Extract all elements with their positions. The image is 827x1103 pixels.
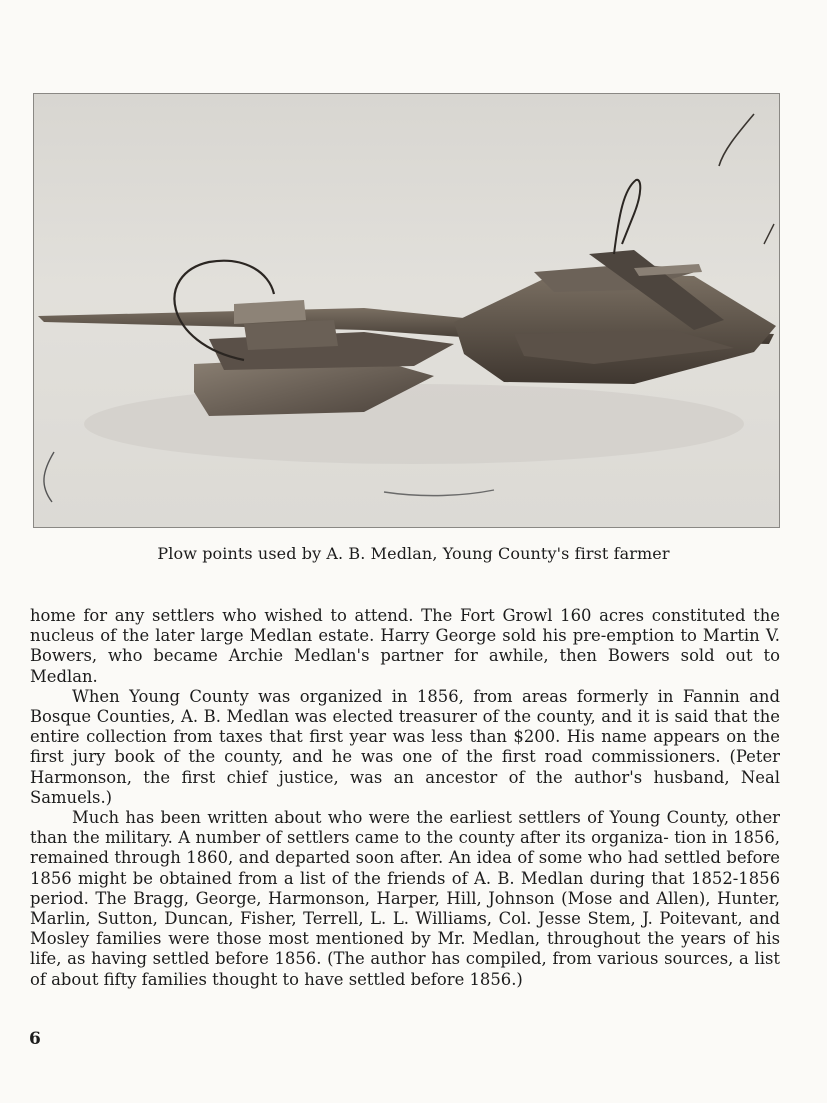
figure-caption: Plow points used by A. B. Medlan, Young County's first farmer [157, 544, 670, 563]
page-number: 6 [29, 1029, 41, 1049]
paragraph-earliest-settlers: Much has been written about who were the earliest settlers of Young County, other than the military. A number of settlers came to the county after its organiza- tion in 1856, remained through 1860, and departed soon after. An idea of some who had settled before 1856 might be obtained from a list of the friends of A. B. Medlan during that 1852-1856 period. The Bragg, George, Harmonson, Harper, Hill, Johnson (Mose and Allen), Hunter, Marlin, Sutton, Duncan, Fisher, Terrell, L. L. Williams, Col. Jesse Stem, J. Poitevant, and Mosley families were those most mentioned by Mr. Medlan, throughout the years of his life, as having settled before 1856. (The author has compiled, from various sources, a list of about fifty families thought to have settled before 1856.) [30, 808, 780, 989]
body-text [30, 606, 780, 990]
paragraph-continuation: home for any settlers who wished to attend. The Fort Growl 160 acres constituted the nucleus of the later large Medlan estate. Harry George sold his pre-emption to Martin V. Bowers, who became Archie Medlan's partner for awhile, then Bowers sold out to Medlan. [30, 606, 780, 686]
paragraph-county-organized: When Young County was organized in 1856, from areas formerly in Fannin and Bosque Counties, A. B. Medlan was elected treasurer of the county, and it is said that the entire collection from taxes that first year was less than $200. His name appears on the first jury book of the county, and he was one of the first road commissioners. (Peter Harmonson, the first chief justice, was an ancestor of the author's husband, Neal Samuels.) [30, 686, 780, 807]
plow-points-illustration [34, 94, 779, 527]
plow-points-photo [33, 93, 780, 528]
